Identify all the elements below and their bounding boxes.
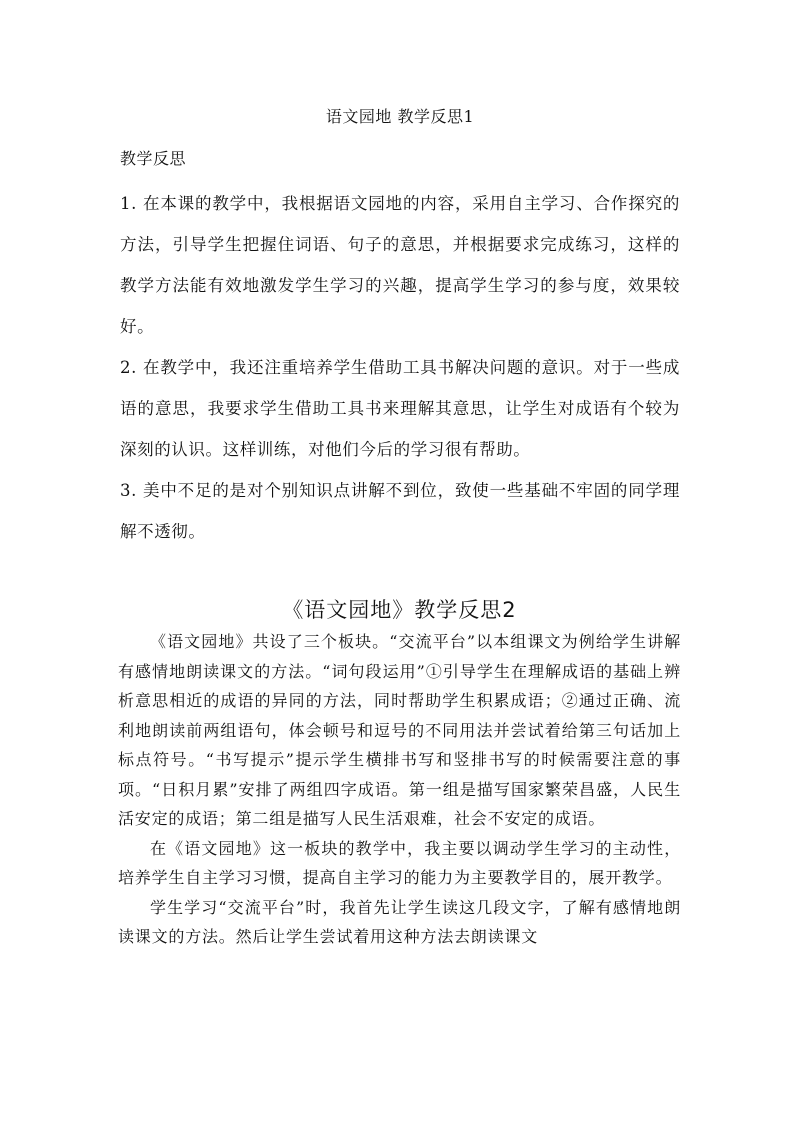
reflection-item: 2. 在教学中，我还注重培养学生借助工具书解决问题的意识。对于一些成语的意思，我要求学生借助工具书来理解其意思，让学生对成语有个较为深刻的认识。这样训练，对他们今后的学习很有帮助。 — [120, 358, 680, 459]
body-paragraph: 《语文园地》共设了三个板块。“交流平台”以本组课文为例给学生讲解有感情地朗读课文的方法。“词句段运用”①引导学生在理解成语的基础上辨析意思相近的成语的异同的方法，同时帮助学生积累成语；②通过正确、流利地朗读前两组语句，体会顿号和逗号的不同用法并尝试着给第三句话加上标点符号。“书写提示”提示学生横排书写和竖排书写的时候需要注意的事项。“日积月累”安排了两组四字成语。第一组是描写国家繁荣昌盛，人民生活安定的成语；第二组是描写人民生活艰难，社会不安定的成语。 — [118, 632, 681, 828]
body-paragraph: 在《语文园地》这一板块的教学中，我主要以调动学生学习的主动性，培养学生自主学习习惯，提高自主学习的能力为主要教学目的，展开教学。 — [118, 838, 681, 887]
reflection-item: 3. 美中不足的是对个别知识点讲解不到位，致使一些基础不牢固的同学理解不透彻。 — [120, 481, 680, 541]
reflection-section-1 — [120, 103, 680, 552]
section-1-label: 教学反思 — [120, 149, 187, 168]
reflection-item: 1. 在本课的教学中，我根据语文园地的内容，采用自主学习、合作探究的方法，引导学生把握住词语、句子的意思，并根据要求完成练习，这样的教学方法能有效地激发学生学习的兴趣，提高学生学习的参与度，效果较好。 — [120, 194, 680, 336]
section-2-title: 《语文园地》教学反思2 — [282, 598, 517, 622]
reflection-section-2 — [118, 593, 681, 952]
body-paragraph: 学生学习“交流平台”时，我首先让学生读这几段文字，了解有感情地朗读课文的方法。然后让学生尝试着用这种方法去朗读课文 — [118, 897, 681, 946]
section-1-title: 语文园地 教学反思1 — [325, 107, 475, 126]
